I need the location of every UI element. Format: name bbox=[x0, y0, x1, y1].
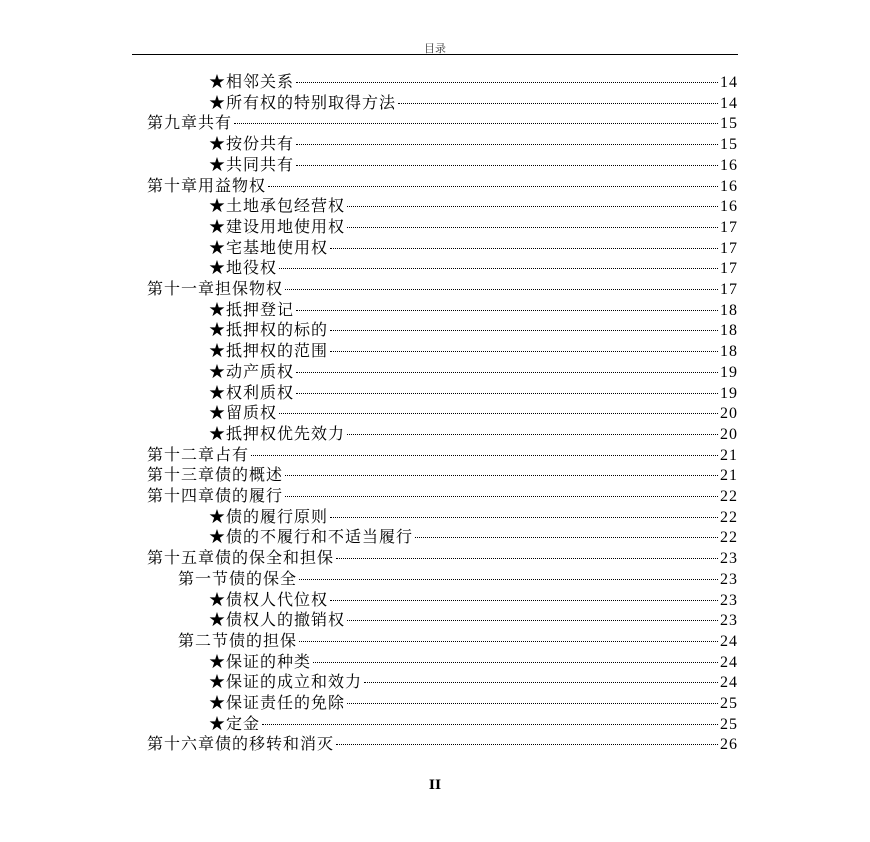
toc-entry-page: 19 bbox=[720, 384, 738, 402]
toc-entry-page: 19 bbox=[720, 363, 738, 381]
toc-entry-chapter[interactable] bbox=[147, 733, 738, 754]
dot-leader bbox=[299, 641, 718, 642]
running-header-title: 目录 bbox=[424, 42, 446, 55]
toc-entry-page: 24 bbox=[720, 632, 738, 650]
dot-leader bbox=[268, 186, 718, 187]
dot-leader bbox=[285, 475, 718, 476]
toc-entry-title: ★土地承包经营权 bbox=[209, 196, 346, 216]
toc-entry-item[interactable] bbox=[209, 526, 738, 547]
toc-entry-title: ★债的不履行和不适当履行 bbox=[209, 527, 414, 547]
dot-leader bbox=[296, 310, 718, 311]
dot-leader bbox=[330, 600, 718, 601]
dot-leader bbox=[296, 372, 718, 373]
toc-entry-section[interactable] bbox=[178, 568, 738, 589]
dot-leader bbox=[296, 82, 718, 83]
dot-leader bbox=[296, 393, 718, 394]
dot-leader bbox=[313, 662, 718, 663]
dot-leader bbox=[262, 724, 718, 725]
dot-leader bbox=[347, 620, 718, 621]
toc-entry-item[interactable] bbox=[209, 237, 738, 258]
toc-entry-title: ★定金 bbox=[209, 713, 261, 733]
toc-entry-page: 21 bbox=[720, 467, 738, 485]
toc-entry-title: ★保证的种类 bbox=[209, 651, 312, 671]
toc-entry-page: 17 bbox=[720, 281, 738, 298]
toc-entry-page: 20 bbox=[720, 425, 738, 443]
toc-entry-item[interactable] bbox=[209, 216, 738, 237]
toc-entry-page: 18 bbox=[720, 301, 738, 319]
toc-entry-item[interactable] bbox=[209, 340, 738, 361]
toc-entry-item[interactable] bbox=[209, 299, 738, 320]
toc-entry-page: 22 bbox=[720, 508, 738, 526]
toc-entry-item[interactable] bbox=[209, 671, 738, 692]
dot-leader bbox=[336, 744, 718, 745]
toc-entry-page: 16 bbox=[720, 198, 738, 216]
toc-entry-item[interactable] bbox=[209, 589, 738, 610]
toc-entry-title: 第十二章占有 bbox=[147, 444, 250, 464]
toc-entry-chapter[interactable] bbox=[147, 547, 738, 568]
toc-entry-title: 第十四章债的履行 bbox=[147, 486, 284, 505]
toc-entry-page: 21 bbox=[720, 446, 738, 464]
toc-entry-title: 第九章共有 bbox=[147, 113, 233, 133]
dot-leader bbox=[330, 517, 718, 518]
toc-entry-item[interactable] bbox=[209, 402, 738, 423]
toc-entry-title: ★相邻关系 bbox=[209, 72, 295, 91]
toc-entry-item[interactable] bbox=[209, 195, 738, 216]
dot-leader bbox=[336, 558, 718, 559]
dot-leader bbox=[347, 206, 718, 207]
toc-entry-title: ★宅基地使用权 bbox=[209, 237, 329, 257]
toc-entry-title: 第二节债的担保 bbox=[178, 630, 298, 650]
toc-entry-page: 23 bbox=[720, 570, 738, 588]
toc-entry-title: ★保证的成立和效力 bbox=[209, 672, 363, 692]
toc-entry-title: ★地役权 bbox=[209, 258, 278, 278]
toc-entry-chapter[interactable] bbox=[147, 444, 738, 465]
dot-leader bbox=[299, 579, 718, 580]
toc-entry-chapter[interactable] bbox=[147, 464, 738, 485]
toc-entry-title: ★债的履行原则 bbox=[209, 506, 329, 526]
toc-entry-page: 23 bbox=[720, 612, 738, 630]
dot-leader bbox=[415, 537, 718, 538]
toc-entry-page: 25 bbox=[720, 715, 738, 733]
toc-entry-title: 第十章用益物权 bbox=[147, 175, 267, 195]
toc-entry-item[interactable] bbox=[209, 692, 738, 713]
toc-entry-page: 16 bbox=[720, 156, 738, 174]
dot-leader bbox=[279, 413, 718, 414]
toc-entry-chapter[interactable] bbox=[147, 485, 738, 506]
toc-entry-page: 16 bbox=[720, 177, 738, 195]
toc-entry-title: ★留质权 bbox=[209, 403, 278, 423]
toc-entry-title: ★权利质权 bbox=[209, 382, 295, 402]
dot-leader bbox=[296, 144, 718, 145]
toc-entry-page: 18 bbox=[720, 322, 738, 340]
toc-entry-page: 20 bbox=[720, 405, 738, 423]
toc-entry-chapter[interactable] bbox=[147, 278, 738, 299]
toc-entry-item[interactable] bbox=[209, 361, 738, 382]
dot-leader bbox=[279, 268, 718, 269]
toc-entry-page: 15 bbox=[720, 115, 738, 133]
toc-entry-page: 25 bbox=[720, 695, 738, 712]
toc-entry-title: ★债权人代位权 bbox=[209, 589, 329, 609]
dot-leader bbox=[251, 455, 718, 456]
toc-entry-title: ★动产质权 bbox=[209, 361, 295, 381]
dot-leader bbox=[364, 682, 718, 683]
toc-entry-title: 第十五章债的保全和担保 bbox=[147, 548, 335, 568]
toc-entry-item[interactable] bbox=[209, 92, 738, 113]
toc-entry-page: 17 bbox=[720, 239, 738, 257]
toc-entry-title: 第十六章债的移转和消灭 bbox=[147, 734, 335, 754]
toc-entry-title: ★抵押权的标的 bbox=[209, 320, 329, 340]
toc-entry-page: 24 bbox=[720, 674, 738, 692]
toc-entry-title: ★所有权的特别取得方法 bbox=[209, 92, 397, 112]
toc-entry-item[interactable] bbox=[209, 71, 738, 92]
toc-entry-page: 14 bbox=[720, 74, 738, 91]
toc-entry-item[interactable] bbox=[209, 423, 738, 444]
toc-entry-page: 15 bbox=[720, 136, 738, 154]
toc-entry-item[interactable] bbox=[209, 506, 738, 527]
dot-leader bbox=[330, 248, 718, 249]
dot-leader bbox=[347, 703, 718, 704]
toc-entry-title: ★建设用地使用权 bbox=[209, 216, 346, 236]
toc-entry-page: 24 bbox=[720, 653, 738, 671]
toc-entry-page: 22 bbox=[720, 488, 738, 505]
toc-entry-chapter[interactable] bbox=[147, 175, 738, 196]
toc-entry-title: ★债权人的撤销权 bbox=[209, 610, 346, 630]
toc-entry-page: 17 bbox=[720, 218, 738, 236]
toc-entry-title: ★抵押权的范围 bbox=[209, 341, 329, 361]
toc-entry-title: 第一节债的保全 bbox=[178, 568, 298, 588]
toc-entry-item[interactable] bbox=[209, 154, 738, 175]
toc-entry-page: 18 bbox=[720, 343, 738, 361]
toc-entry-title: ★抵押权优先效力 bbox=[209, 423, 346, 443]
toc-entry-title: ★按份共有 bbox=[209, 134, 295, 154]
toc-entry-page: 23 bbox=[720, 550, 738, 568]
toc-entry-item[interactable] bbox=[209, 133, 738, 154]
toc-entry-page: 17 bbox=[720, 260, 738, 278]
dot-leader bbox=[347, 434, 718, 435]
toc-entry-title: 第十三章债的概述 bbox=[147, 465, 284, 485]
toc-entry-item[interactable] bbox=[209, 382, 738, 403]
header-rule bbox=[132, 54, 738, 55]
dot-leader bbox=[347, 227, 718, 228]
toc-entry-section[interactable] bbox=[178, 630, 738, 651]
toc-entry-item[interactable] bbox=[209, 257, 738, 278]
toc-entry-title: ★保证责任的免除 bbox=[209, 693, 346, 712]
dot-leader bbox=[398, 103, 718, 104]
toc-entry-item[interactable] bbox=[209, 319, 738, 340]
page-number: II bbox=[428, 778, 442, 793]
toc-entry-page: 14 bbox=[720, 94, 738, 112]
toc-entry-page: 22 bbox=[720, 529, 738, 547]
dot-leader bbox=[285, 289, 718, 290]
dot-leader bbox=[285, 496, 718, 497]
toc-entry-page: 26 bbox=[720, 736, 738, 754]
dot-leader bbox=[234, 123, 718, 124]
toc-entry-item[interactable] bbox=[209, 651, 738, 672]
dot-leader bbox=[330, 351, 718, 352]
toc-entry-item[interactable] bbox=[209, 713, 738, 734]
toc-entry-title: 第十一章担保物权 bbox=[147, 279, 284, 298]
dot-leader bbox=[296, 165, 718, 166]
toc-entry-page: 23 bbox=[720, 591, 738, 609]
dot-leader bbox=[330, 330, 718, 331]
toc-entry-chapter[interactable] bbox=[147, 112, 738, 133]
toc-entry-title: ★抵押登记 bbox=[209, 299, 295, 319]
toc-entry-title: ★共同共有 bbox=[209, 154, 295, 174]
toc-entry-item[interactable] bbox=[209, 609, 738, 630]
